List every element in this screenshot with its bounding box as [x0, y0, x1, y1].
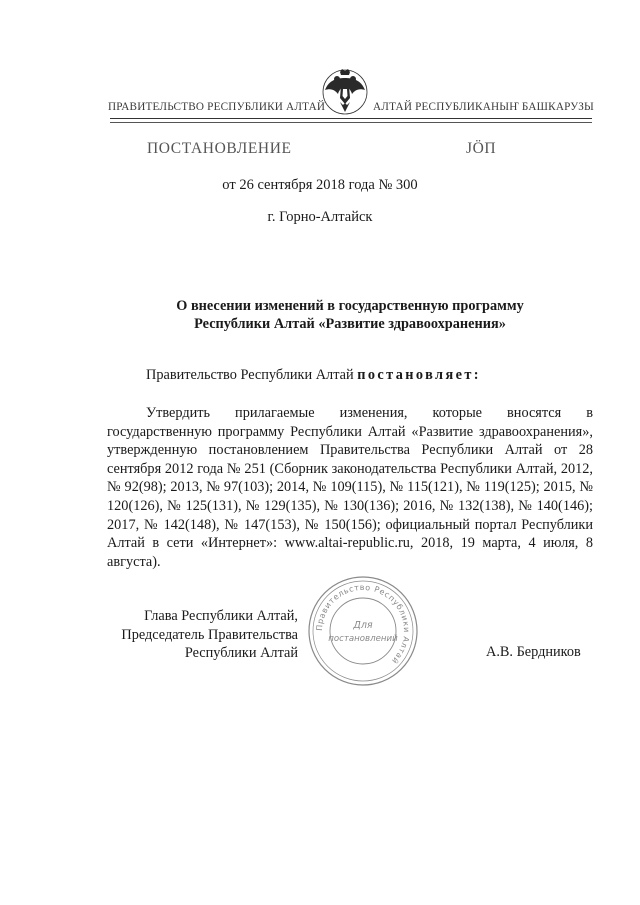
signatory-title-line-3: Республики Алтай: [184, 645, 298, 661]
stamp-ring-text: Правительство Республики Алтай: [314, 582, 412, 666]
government-name-altai: АЛТАЙ РЕСПУБЛИКАНЫҤ БАШКАРУЗЫ: [373, 101, 594, 113]
header-rule: [110, 118, 592, 119]
signatory-title-line-1: Глава Республики Алтай,: [144, 608, 298, 624]
decree-verb: постановляет:: [357, 367, 481, 383]
coat-of-arms-icon: [319, 64, 371, 120]
doc-type-russian: ПОСТАНОВЛЕНИЕ: [147, 140, 292, 157]
decree-title-line-2: Республики Алтай «Развитие здравоохранения»: [194, 316, 506, 332]
signatory-name: А.В. Бердников: [486, 644, 581, 660]
decree-city: г. Горно-Алтайск: [267, 209, 373, 225]
government-name-russian: ПРАВИТЕЛЬСТВО РЕСПУБЛИКИ АЛТАЙ: [108, 101, 326, 113]
doc-type-altai: JӦП: [466, 140, 497, 157]
signatory-title-line-2: Председатель Правительства: [121, 626, 298, 643]
header-rule-thin: [110, 122, 592, 123]
stamp-center-line-1: Для: [353, 620, 373, 631]
decree-body-paragraph: Утвердить прилагаемые изменения, которые вносятся в государственную программу Республики Алтай «Развитие здравоохранения», утвержденную постановлением Правительства Республики Алтай от 28 сентября 2012 года № 251 (Сборник законодательства Республики Алтай, 2012, № 92(98); 2013, № 97(103); 2014, № 109(115), № 115(121), № 119(125); 2015, № 120(126), № 125(131), № 129(135), № 130(136); 2016, № 132(138), № 140(146); 2017, № 142(148), № 147(153), № 150(156); официальный портал Республики Алтай в сети «Интернет»: www.altai-republic.ru, 2018, 19 марта, 4 июля, 8 августа).: [107, 405, 593, 570]
decree-date-number: от 26 сентября 2018 года № 300: [222, 177, 418, 193]
official-stamp: [306, 574, 420, 688]
decree-intro: [146, 367, 481, 384]
decree-title: [100, 297, 600, 333]
decree-title-line-1: О внесении изменений в государственную программу: [176, 298, 524, 314]
stamp-center-line-2: постановлений: [328, 634, 398, 644]
signatory-title: [108, 607, 298, 663]
decree-subject: Правительство Республики Алтай: [146, 367, 358, 383]
